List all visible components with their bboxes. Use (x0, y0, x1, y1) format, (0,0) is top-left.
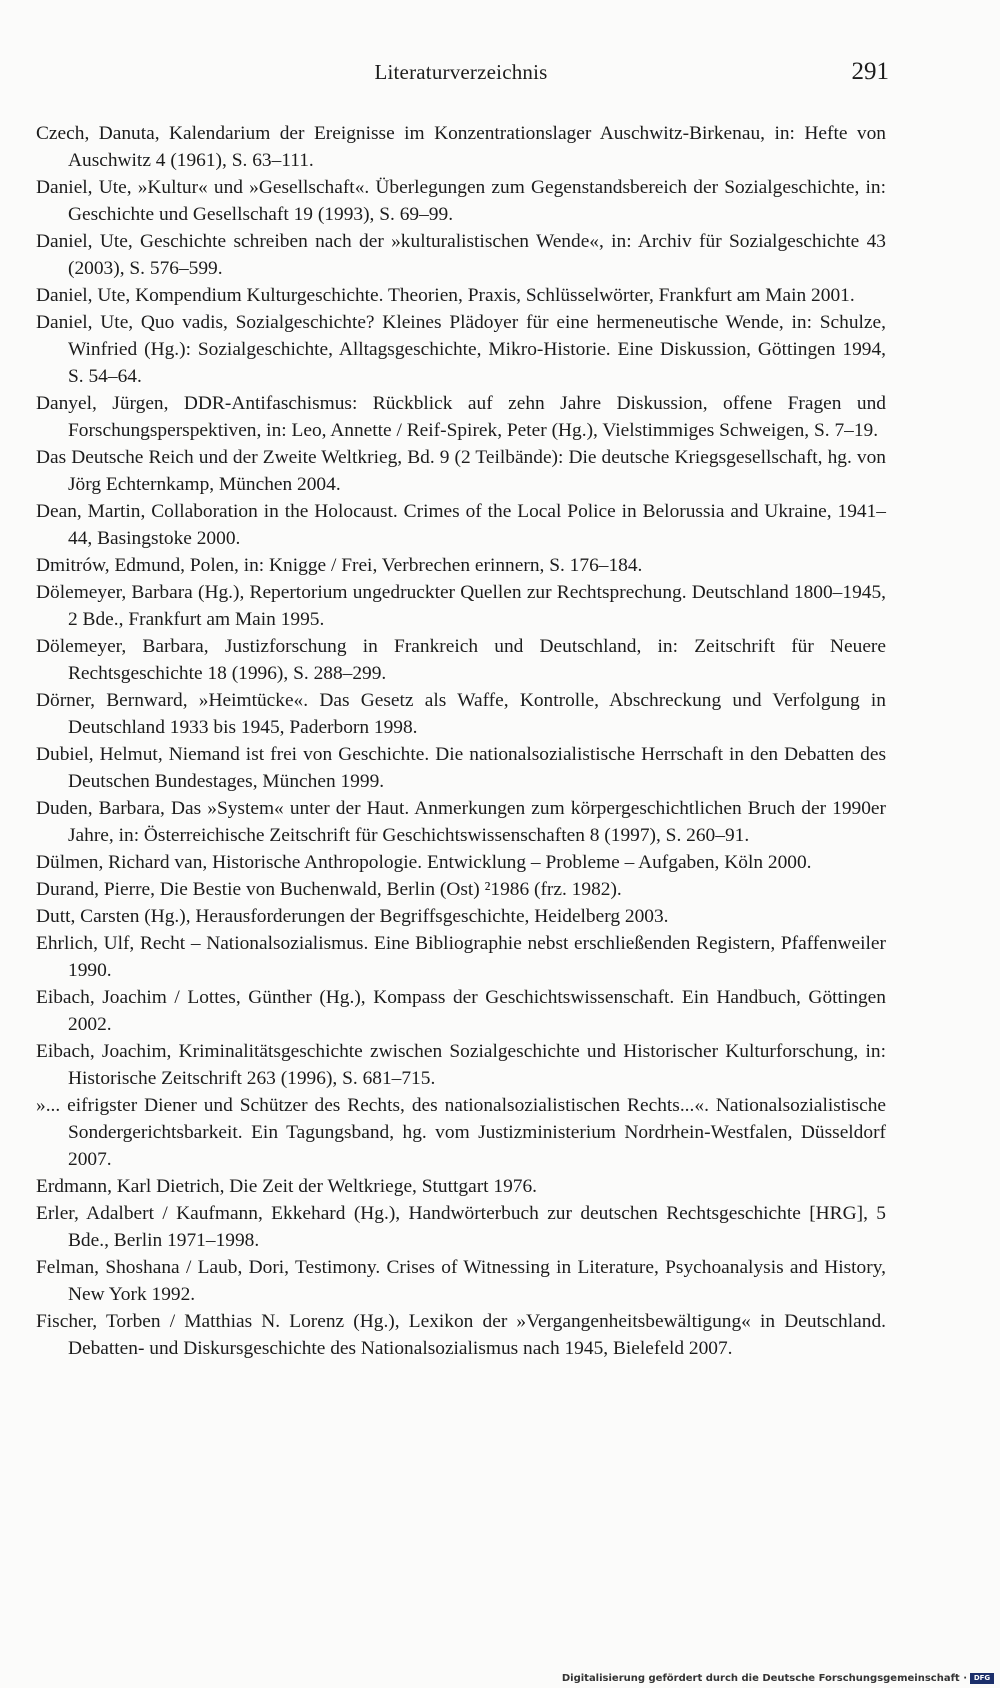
bibliography-entry: Dölemeyer, Barbara, Justizforschung in Frankreich und Deutschland, in: Zeitschrift für Neuere Rechtsgeschichte 18 (1996), S. 288–299. (36, 636, 886, 684)
bibliography-entry: Dutt, Carsten (Hg.), Herausforderungen der Begriffsgeschichte, Heidelberg 2003. (36, 906, 669, 927)
bibliography-entry: Dubiel, Helmut, Niemand ist frei von Geschichte. Die nationalsozialistische Herrschaft in den Debatten des Deutschen Bundestages, München 1999. (36, 744, 886, 792)
page-number: 291 (851, 58, 889, 85)
bibliography-entry: Duden, Barbara, Das »System« unter der Haut. Anmerkungen zum körpergeschichtlichen Bruch der 1990er Jahre, in: Österreichische Zeitschrift für Geschichtswissenschaften 8 (1997), S. 260–91. (36, 798, 886, 846)
bibliography-list (36, 120, 886, 1362)
bibliography-entry: Erdmann, Karl Dietrich, Die Zeit der Weltkriege, Stuttgart 1976. (36, 1176, 538, 1197)
footer-text: Digitalisierung gefördert durch die Deutsche Forschungsgemeinschaft · (561, 1673, 967, 1684)
bibliography-entry: Eibach, Joachim / Lottes, Günther (Hg.), Kompass der Geschichtswissenschaft. Ein Handbuch, Göttingen 2002. (36, 987, 886, 1035)
running-title: Literaturverzeichnis (374, 60, 548, 84)
bibliography-entry: Ehrlich, Ulf, Recht – Nationalsozialismus. Eine Bibliographie nebst erschließenden Registern, Pfaffenweiler 1990. (36, 933, 886, 981)
digitization-footer (562, 1673, 994, 1684)
bibliography-entry: Dörner, Bernward, »Heimtücke«. Das Gesetz als Waffe, Kontrolle, Abschreckung und Verfolgung in Deutschland 1933 bis 1945, Paderborn 1998. (36, 690, 886, 738)
bibliography-entry: Eibach, Joachim, Kriminalitätsgeschichte zwischen Sozialgeschichte und Historischer Kulturforschung, in: Historische Zeitschrift 263 (1996), S. 681–715. (36, 1041, 886, 1089)
bibliography-entry: Fischer, Torben / Matthias N. Lorenz (Hg.), Lexikon der »Vergangenheitsbewältigung« in Deutschland. Debatten- und Diskursgeschichte des Nationalsozialismus nach 1945, Bielefeld 2007. (36, 1311, 886, 1359)
bibliography-entry: Daniel, Ute, »Kultur« und »Gesellschaft«. Überlegungen zum Gegenstandsbereich der Sozialgeschichte, in: Geschichte und Gesellschaft 19 (1993), S. 69–99. (36, 177, 886, 225)
bibliography-entry: Czech, Danuta, Kalendarium der Ereignisse im Konzentrationslager Auschwitz-Birkenau, in: Hefte von Auschwitz 4 (1961), S. 63–111. (36, 123, 886, 171)
bibliography-entry: Dülmen, Richard van, Historische Anthropologie. Entwicklung – Probleme – Aufgaben, Köln 2000. (36, 852, 812, 873)
bibliography-entry: Daniel, Ute, Geschichte schreiben nach der »kulturalistischen Wende«, in: Archiv für Sozialgeschichte 43 (2003), S. 576–599. (36, 231, 886, 279)
bibliography-entry: Dmitrów, Edmund, Polen, in: Knigge / Frei, Verbrechen erinnern, S. 176–184. (36, 555, 643, 576)
bibliography-entry: Felman, Shoshana / Laub, Dori, Testimony. Crises of Witnessing in Literature, Psychoanalysis and History, New York 1992. (36, 1257, 886, 1305)
bibliography-entry: Daniel, Ute, Kompendium Kulturgeschichte. Theorien, Praxis, Schlüsselwörter, Frankfurt am Main 2001. (36, 285, 855, 306)
bibliography-entry: Daniel, Ute, Quo vadis, Sozialgeschichte? Kleines Plädoyer für eine hermeneutische Wende, in: Schulze, Winfried (Hg.): Sozialgeschichte, Alltagsgeschichte, Mikro-Historie. Eine Diskussion, Göttingen 1994, S. 54–64. (36, 312, 886, 387)
bibliography-entry: Das Deutsche Reich und der Zweite Weltkrieg, Bd. 9 (2 Teilbände): Die deutsche Kriegsgesellschaft, hg. von Jörg Echternkamp, München 2004. (36, 447, 886, 495)
bibliography-entry: Dean, Martin, Collaboration in the Holocaust. Crimes of the Local Police in Belorussia and Ukraine, 1941–44, Basingstoke 2000. (36, 501, 886, 549)
bibliography-entry: Erler, Adalbert / Kaufmann, Ekkehard (Hg.), Handwörterbuch zur deutschen Rechtsgeschichte [HRG], 5 Bde., Berlin 1971–1998. (36, 1203, 886, 1251)
dfg-logo: DFG (970, 1673, 994, 1684)
bibliography-entry: »... eifrigster Diener und Schützer des Rechts, des nationalsozialistischen Rechts...«. Nationalsozialistische Sondergerichtsbarkeit. Ein Tagungsband, hg. vom Justizministerium Nordrhein-Westfalen, Düsseldorf 2007. (36, 1095, 886, 1170)
bibliography-entry: Danyel, Jürgen, DDR-Antifaschismus: Rückblick auf zehn Jahre Diskussion, offene Fragen und Forschungsperspektiven, in: Leo, Annette / Reif-Spirek, Peter (Hg.), Vielstimmiges Schweigen, S. 7–19. (36, 393, 886, 441)
running-head (36, 58, 889, 92)
bibliography-entry: Durand, Pierre, Die Bestie von Buchenwald, Berlin (Ost) ²1986 (frz. 1982). (36, 879, 622, 900)
bibliography-entry: Dölemeyer, Barbara (Hg.), Repertorium ungedruckter Quellen zur Rechtsprechung. Deutschland 1800–1945, 2 Bde., Frankfurt am Main 1995. (36, 582, 886, 630)
